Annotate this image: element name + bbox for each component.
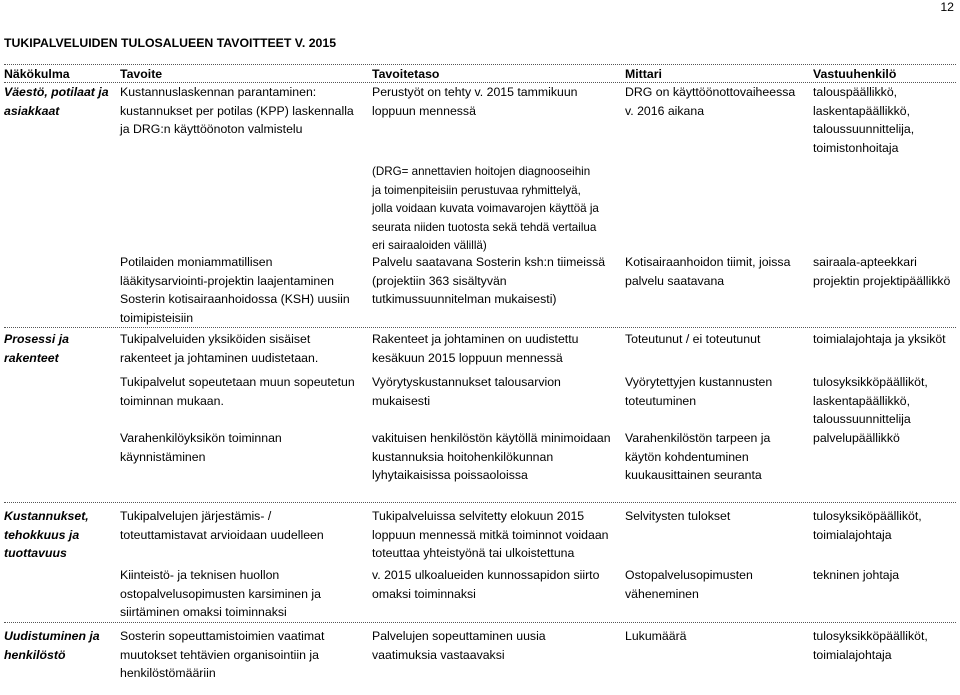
- table-cell-metric: Kotisairaanhoidon tiimit, joissa palvelu saatavana: [625, 255, 791, 288]
- table-cell-goal: Tukipalveluiden yksiköiden sisäiset rakenteet ja johtaminen uudistetaan.: [120, 332, 319, 365]
- table-cell-goal: Tukipalvelujen järjestämis- / toteuttamistavat arvioidaan uudelleen: [120, 509, 324, 542]
- table-cell-metric: Varahenkilöstön tarpeen ja käytön kohdentuminen kuukausittainen seuranta: [625, 431, 771, 482]
- page-number: 12: [940, 0, 954, 14]
- table-cell-target-level: v. 2015 ulkoalueiden kunnossapidon siirto omaksi toiminnaksi: [372, 568, 600, 601]
- table-cell-goal: Kiinteistö- ja teknisen huollon ostopalvelusopimusten karsiminen ja siirtäminen omaksi toiminnaksi: [120, 568, 321, 619]
- table-cell-metric: Toteutunut / ei toteutunut: [625, 332, 761, 346]
- table-cell-goal: Kustannuslaskennan parantaminen: kustannukset per potilas (KPP) laskennalla ja DRG:n käyttöönoton valmistelu: [120, 85, 354, 136]
- header-vastuuhenkilo: Vastuuhenkilö: [813, 67, 897, 81]
- header-tavoitetaso: Tavoitetaso: [372, 67, 440, 81]
- table-cell-responsible: tulosyksiköpäälliköt, toimialajohtaja: [813, 509, 922, 542]
- table-cell-metric: Vyörytettyjen kustannusten toteutuminen: [625, 375, 773, 408]
- table-cell-metric: DRG on käyttöönottovaiheessa v. 2016 aikana: [625, 85, 796, 118]
- table-cell-responsible: tulosyksikköpäälliköt, laskentapäällikkö, taloussuunnittelija: [813, 375, 928, 426]
- table-cell-goal: Tukipalvelut sopeutetaan muun sopeutetun toiminnan mukaan.: [120, 375, 355, 408]
- header-mittari: Mittari: [625, 67, 662, 81]
- table-top-rule: [4, 64, 956, 65]
- table-cell-perspective: Uudistuminen ja henkilöstö: [4, 629, 100, 662]
- table-cell-responsible: palvelupäällikkö: [813, 431, 900, 445]
- table-cell-metric: Selvitysten tulokset: [625, 509, 731, 523]
- table-cell-responsible: sairaala-apteekkari projektin projektipäällikkö: [813, 255, 951, 288]
- table-cell-perspective: Väestö, potilaat ja asiakkaat: [4, 85, 109, 118]
- table-cell-target-level: Rakenteet ja johtaminen on uudistettu kesäkuun 2015 loppuun mennessä: [372, 332, 579, 365]
- table-cell-responsible: talouspäällikkö, laskentapäällikkö, taloussuunnittelija, toimistonhoitaja: [813, 85, 915, 155]
- header-tavoite: Tavoite: [120, 67, 163, 81]
- table-cell-perspective: Prosessi ja rakenteet: [4, 332, 69, 365]
- table-cell-target-level: Vyörytyskustannukset talousarvion mukaisesti: [372, 375, 561, 408]
- table-cell-target-level: Palvelu saatavana Sosterin ksh:n tiimeissä (projektiin 363 sisältyvän tutkimussuunnitelman mukaisesti): [372, 255, 606, 306]
- table-cell-target-level: vakituisen henkilöstön käytöllä minimoidaan kustannuksia hoitohenkilökunnan lyhytaikaisissa poissaoloissa: [372, 431, 611, 482]
- table-cell-perspective: Kustannukset, tehokkuus ja tuottavuus: [4, 509, 89, 560]
- table-cell-target-level: Palvelujen sopeuttaminen uusia vaatimuksia vastaavaksi: [372, 629, 546, 662]
- header-nakokulma: Näkökulma: [4, 67, 70, 81]
- table-cell-target-level: Perustyöt on tehty v. 2015 tammikuun loppuun mennessä: [372, 85, 578, 118]
- table-cell-target-level: Tukipalveluissa selvitetty elokuun 2015 loppuun mennessä mitkä toiminnot voidaan toteuttaa yhteistyönä tai ulkoistettuna: [372, 509, 609, 560]
- table-cell-target-level-note: (DRG= annettavien hoitojen diagnooseihin ja toimenpiteisiin perustuvaa ryhmittelyä, jolla voidaan kuvata voimavarojen käyttöä ja seurata niiden tuotosta sekä tehdä vertailua eri sairaaloiden välillä): [372, 165, 599, 252]
- section-rule: [4, 502, 956, 503]
- section-rule: [4, 622, 956, 623]
- table-cell-metric: Lukumäärä: [625, 629, 687, 643]
- table-cell-metric: Ostopalvelusopimusten väheneminen: [625, 568, 753, 601]
- table-cell-responsible: toimialajohtaja ja yksiköt: [813, 332, 946, 346]
- table-cell-responsible: tekninen johtaja: [813, 568, 900, 582]
- section-rule: [4, 327, 956, 328]
- table-cell-goal: Varahenkilöyksikön toiminnan käynnistäminen: [120, 431, 282, 464]
- page-title: TUKIPALVELUIDEN TULOSALUEEN TAVOITTEET V. 2015: [4, 36, 337, 50]
- table-cell-goal: Sosterin sopeuttamistoimien vaatimat muutokset tehtävien organisointiin ja henkilöstömääriin: [120, 629, 325, 680]
- table-cell-goal: Potilaiden moniammatillisen lääkitysarviointi-projektin laajentaminen Sosterin kotisairaanhoidossa (KSH) uusiin toimipisteisiin: [120, 255, 350, 325]
- table-cell-responsible: tulosyksikköpäälliköt, toimialajohtaja: [813, 629, 928, 662]
